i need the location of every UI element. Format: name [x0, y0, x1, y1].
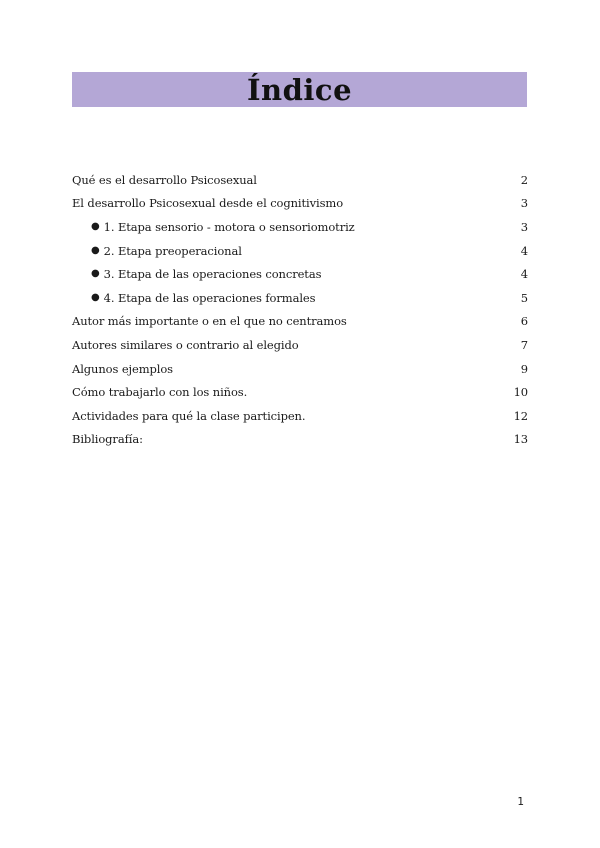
- toc-page-number: 3: [520, 219, 528, 234]
- toc-entry-label: Bibliografía:: [72, 432, 143, 447]
- toc-entry-actividades[interactable]: [72, 404, 528, 428]
- toc-entry-autores-similares[interactable]: [72, 333, 528, 357]
- toc-entry-label: Algunos ejemplos: [72, 361, 173, 376]
- toc-entry-label: Actividades para qué la clase participen.: [72, 408, 306, 423]
- toc-page-number: 13: [513, 432, 528, 447]
- toc-page-number: 7: [520, 337, 528, 352]
- toc-subentry-etapa-2[interactable]: [72, 239, 528, 263]
- toc-subentry-etapa-4[interactable]: [72, 286, 528, 310]
- table-of-contents: [72, 168, 528, 451]
- toc-entry-label: Cómo trabajarlo con los niños.: [72, 385, 248, 400]
- toc-entry-label: Qué es el desarrollo Psicosexual: [72, 172, 257, 187]
- toc-page-number: 12: [513, 408, 528, 423]
- toc-subentry-label: 3. Etapa de las operaciones concretas: [103, 267, 322, 282]
- toc-page-number: 5: [520, 290, 528, 305]
- toc-page-number: 10: [513, 385, 528, 400]
- toc-entry-bibliografia[interactable]: [72, 428, 528, 452]
- toc-subentry-label: 1. Etapa sensorio - motora o sensoriomotriz: [103, 219, 355, 234]
- toc-subentry-label-group: [91, 267, 321, 281]
- toc-entry-autor-mas-importante[interactable]: [72, 310, 528, 334]
- toc-subentry-etapa-3[interactable]: [72, 262, 528, 286]
- toc-subentry-label-group: [91, 220, 355, 234]
- toc-page-number: 2: [520, 172, 528, 187]
- page-title: Índice: [246, 72, 353, 107]
- bullet-icon: ●: [91, 268, 100, 280]
- toc-entry-label: Autores similares o contrario al elegido: [72, 337, 299, 352]
- toc-entry-desde-cognitivismo[interactable]: [72, 192, 528, 216]
- toc-page-number: 3: [520, 196, 528, 211]
- bullet-icon: ●: [91, 220, 100, 232]
- toc-entry-como-trabajarlo[interactable]: [72, 380, 528, 404]
- toc-subentry-label: 4. Etapa de las operaciones formales: [103, 290, 316, 305]
- toc-page-number: 4: [520, 267, 528, 282]
- toc-page-number: 4: [520, 243, 528, 258]
- bullet-icon: ●: [91, 291, 100, 303]
- toc-subentry-label-group: [91, 291, 315, 305]
- bullet-icon: ●: [91, 244, 100, 256]
- toc-entry-que-es-desarrollo-psicosexual[interactable]: [72, 168, 528, 192]
- toc-page-number: 6: [520, 314, 528, 329]
- toc-entry-label: El desarrollo Psicosexual desde el cognitivismo: [72, 196, 344, 211]
- toc-entry-label: Autor más importante o en el que no centramos: [72, 314, 347, 329]
- title-banner: [72, 72, 527, 107]
- toc-page-number: 9: [520, 361, 528, 376]
- toc-subentry-label-group: [91, 244, 242, 258]
- footer-page-number: 1: [517, 796, 524, 808]
- toc-subentry-label: 2. Etapa preoperacional: [103, 243, 242, 258]
- toc-entry-algunos-ejemplos[interactable]: [72, 357, 528, 381]
- toc-subentry-etapa-1[interactable]: [72, 215, 528, 239]
